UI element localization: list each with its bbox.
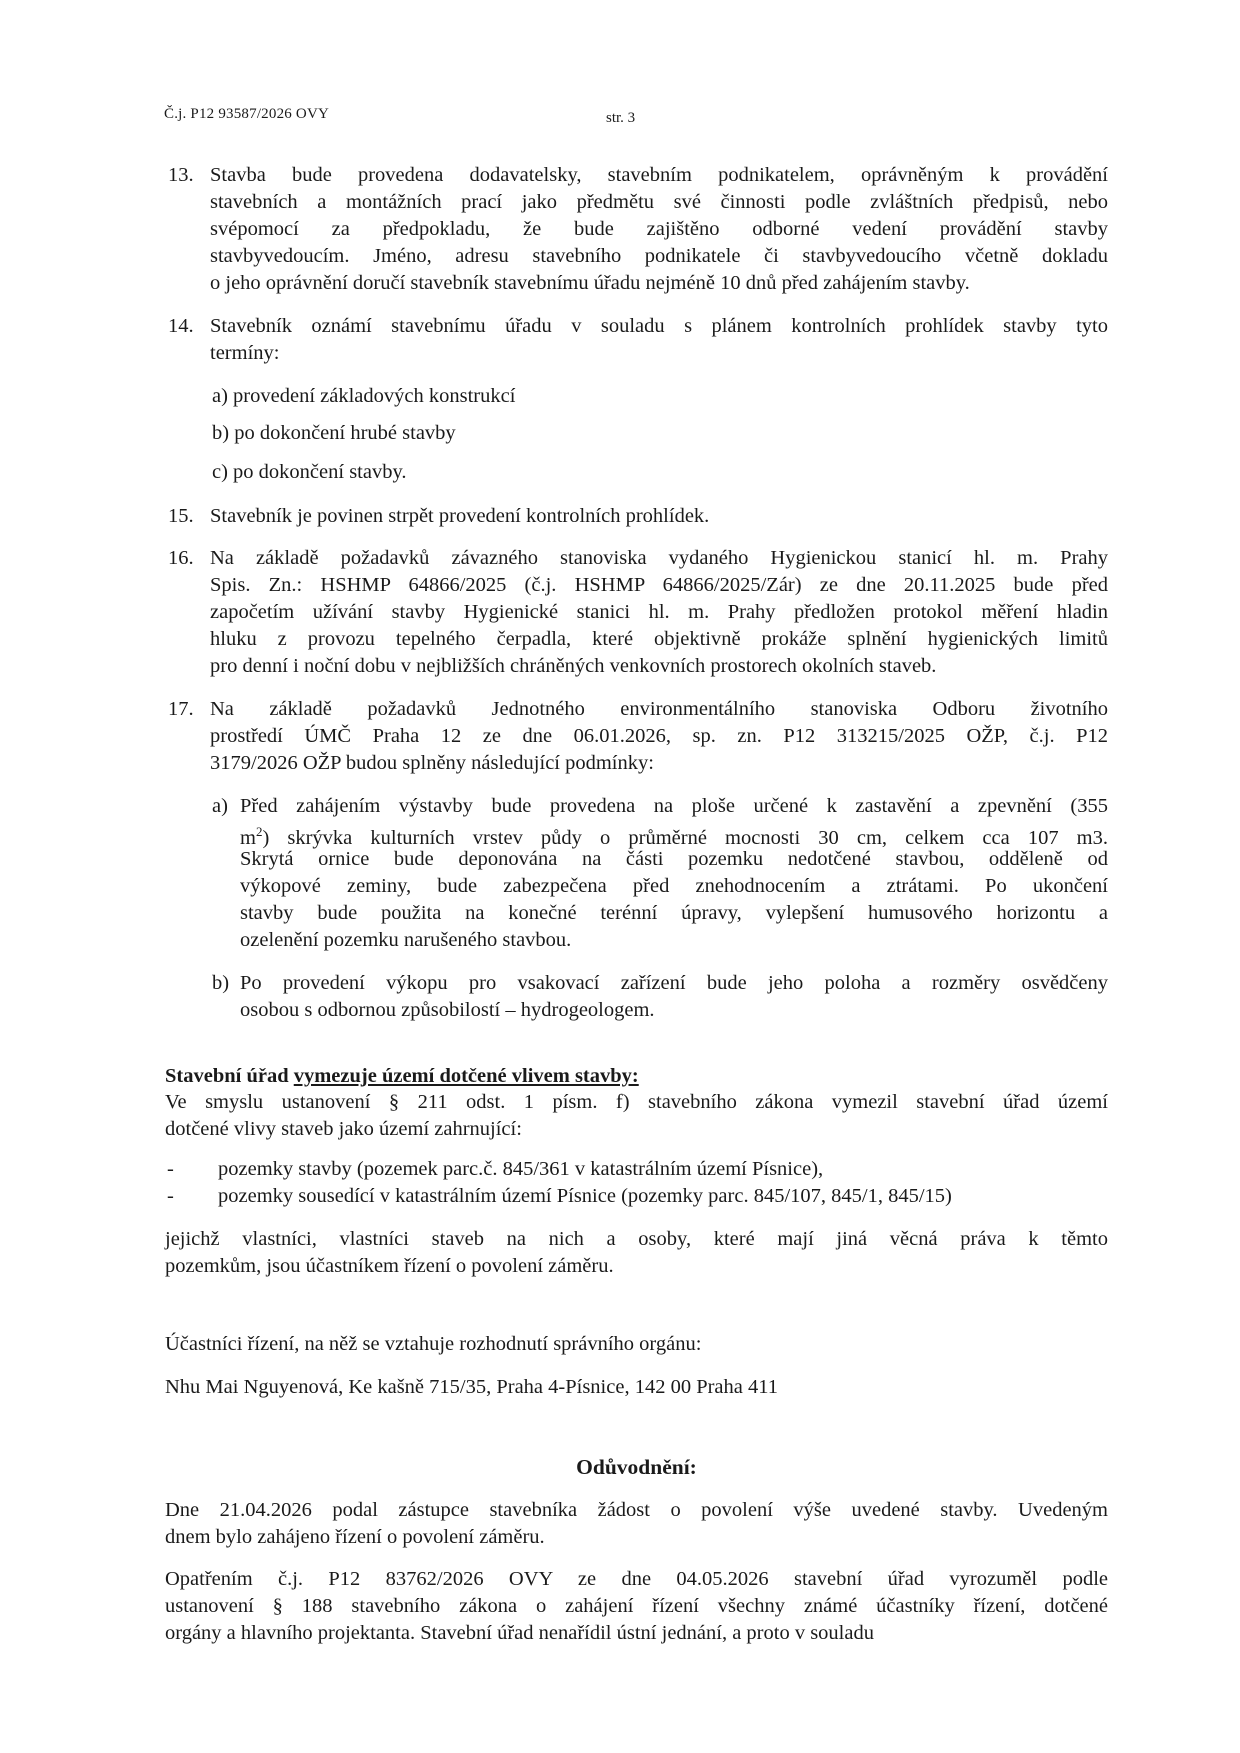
paragraph-line: dnem bylo zahájeno řízení o povolení záměru. [165, 1526, 545, 1548]
heading-start: Stavební úřad [165, 1065, 294, 1087]
paragraph-line: dotčené vlivy staveb jako území zahrnující: [165, 1118, 522, 1140]
item-line: 3179/2026 OŽP budou splněny následující podmínky: [210, 752, 654, 774]
item-line: Na základě požadavků závazného stanoviska vydaného Hygienickou stanicí hl. m. Prahy [210, 547, 1108, 569]
sub-label: a) [212, 795, 228, 817]
item-line: o jeho oprávnění doručí stavebník stavebnímu úřadu nejméně 10 dnů před zahájením stavby. [210, 272, 970, 294]
sub-item: b) po dokončení hrubé stavby [212, 422, 456, 444]
sub-item: a) provedení základových konstrukcí [212, 385, 516, 407]
reasoning-heading: Odůvodnění: [576, 1455, 697, 1479]
participant-name: Nhu Mai Nguyenová, Ke kašně 715/35, Praha 4-Písnice, 142 00 Praha 411 [165, 1376, 778, 1398]
bullet-mark: - [167, 1185, 174, 1207]
paragraph-line: ustanovení § 188 stavebního zákona o zahájení řízení všechny známé účastníky řízení, dotčené [165, 1595, 1108, 1617]
sub-line: ozelenění pozemku narušeného stavbou. [240, 929, 572, 951]
item-number: 17. [168, 698, 194, 720]
item-number: 13. [168, 164, 194, 186]
unit-superscript: 2 [255, 824, 263, 839]
sub-line: osobou s odbornou způsobilostí – hydrogeologem. [240, 999, 655, 1021]
item-line: Stavba bude provedena dodavatelsky, stavebním podnikatelem, oprávněným k provádění [210, 164, 1108, 186]
sub-item: c) po dokončení stavby. [212, 461, 407, 483]
sub-line-rest: ) skrývka kulturních vrstev půdy o průměrné mocnosti 30 cm, celkem cca 107 m3. [262, 826, 1108, 849]
sub-line: Po provedení výkopu pro vsakovací zařízení bude jeho poloha a rozměry osvědčeny [240, 972, 1108, 994]
item-line: stavbyvedoucím. Jméno, adresu stavebního podnikatele či stavbyvedoucího včetně dokladu [210, 245, 1108, 267]
item-line: prostředí ÚMČ Praha 12 ze dne 06.01.2026, sp. zn. P12 313215/2025 OŽP, č.j. P12 [210, 725, 1108, 747]
sub-label: b) [212, 972, 230, 994]
item-line: Na základě požadavků Jednotného environmentálního stanoviska Odboru životního [210, 698, 1108, 720]
item-line: Spis. Zn.: HSHMP 64866/2025 (č.j. HSHMP 64866/2025/Zár) ze dne 20.11.2025 bude před [210, 574, 1108, 596]
section-heading [165, 1064, 639, 1089]
reference-number: Č.j. P12 93587/2026 OVY [164, 106, 330, 122]
item-line: stavebních a montážních prací jako předmětu své činnosti podle zvláštních předpisů, nebo [210, 191, 1108, 213]
sub-line: Skrytá ornice bude deponována na části pozemku nedotčené stavbou, odděleně od [240, 848, 1108, 870]
item-number: 15. [168, 505, 194, 527]
unit-text: m [240, 826, 256, 849]
sub-line: Před zahájením výstavby bude provedena na ploše určené k zastavění a zpevnění (355 [240, 795, 1108, 817]
heading-underlined: vymezuje území dotčené vlivem stavby: [293, 1065, 639, 1087]
item-number: 14. [168, 315, 194, 337]
page-number: str. 3 [606, 110, 636, 126]
item-line: termíny: [210, 342, 280, 364]
paragraph-line: Opatřením č.j. P12 83762/2026 OVY ze dne 04.05.2026 stavební úřad vyrozuměl podle [165, 1568, 1108, 1590]
bullet-item: pozemky sousedící v katastrálním území Písnice (pozemky parc. 845/107, 845/1, 845/15) [218, 1185, 952, 1207]
sub-line: stavby bude použita na konečné terénní úpravy, vylepšení humusového horizontu a [240, 902, 1108, 924]
paragraph-line: orgány a hlavního projektanta. Stavební úřad nenařídil ústní jednání, a proto v souladu [165, 1622, 874, 1644]
bullet-item: pozemky stavby (pozemek parc.č. 845/361 v katastrálním území Písnice), [218, 1158, 824, 1180]
item-number: 16. [168, 547, 194, 569]
paragraph-line: pozemkům, jsou účastníkem řízení o povolení záměru. [165, 1255, 614, 1277]
participants-label: Účastníci řízení, na něž se vztahuje rozhodnutí správního orgánu: [165, 1333, 702, 1355]
item-line: svépomocí za předpokladu, že bude zajištěno odborné vedení provádění stavby [210, 218, 1108, 240]
paragraph-line: Dne 21.04.2026 podal zástupce stavebníka žádost o povolení výše uvedené stavby. Uvedeným [165, 1499, 1108, 1521]
sub-line-area [240, 820, 1108, 850]
item-line: Stavebník oznámí stavebnímu úřadu v souladu s plánem kontrolních prohlídek stavby tyto [210, 315, 1108, 337]
item-line: hluku z provozu tepelného čerpadla, které objektivně prokáže splnění hygienických limitů [210, 628, 1108, 650]
sub-line: výkopové zeminy, bude zabezpečena před znehodnocením a ztrátami. Po ukončení [240, 875, 1108, 897]
item-line: pro denní i noční dobu v nejbližších chráněných venkovních prostorech okolních staveb. [210, 655, 937, 677]
bullet-mark: - [167, 1158, 174, 1180]
paragraph-line: Ve smyslu ustanovení § 211 odst. 1 písm. f) stavebního zákona vymezil stavební úřad území [165, 1091, 1108, 1113]
item-line: započetím užívání stavby Hygienické stanici hl. m. Prahy předložen protokol měření hladin [210, 601, 1108, 623]
item-line: Stavebník je povinen strpět provedení kontrolních prohlídek. [210, 505, 710, 527]
paragraph-line: jejichž vlastníci, vlastníci staveb na nich a osoby, které mají jiná věcná práva k těmto [165, 1228, 1108, 1250]
